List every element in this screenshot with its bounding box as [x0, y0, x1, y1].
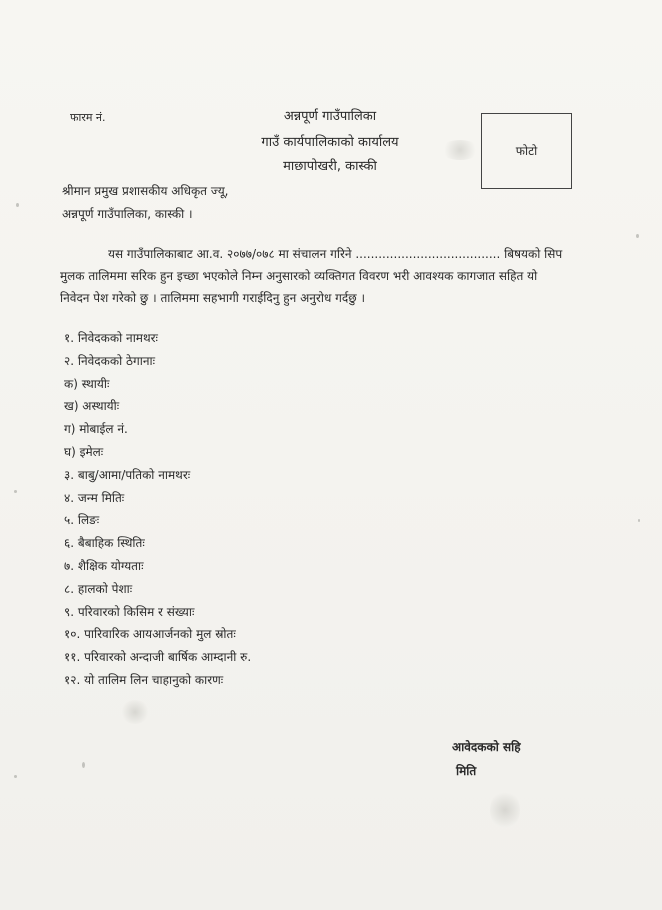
scan-smudge	[120, 700, 150, 724]
photo-box	[481, 113, 572, 189]
form-number-label: फारम नं.	[70, 111, 106, 124]
scan-speck	[16, 203, 19, 207]
field-education: ७. शैक्षिक योग्यताः	[64, 558, 144, 573]
application-paragraph	[60, 243, 600, 309]
applicant-signature-label: आवेदकको सहि	[452, 740, 521, 754]
field-annual-income: ११. परिवारको अन्दाजी बार्षिक आम्दानी रु.	[64, 650, 252, 665]
field-gender: ५. लिङः	[64, 513, 100, 528]
field-applicant-name: १. निवेदकको नामथरः	[64, 331, 158, 345]
field-date-of-birth: ४. जन्म मितिः	[64, 490, 125, 505]
paragraph-line-1: यस गाउँपालिकाबाट आ.व. २०७७/०७८ मा संचालन गरिने ...................................... बिषयको सिप	[108, 247, 563, 261]
scan-speck	[14, 775, 17, 778]
field-email: घ) इमेलः	[64, 444, 104, 459]
scan-speck	[636, 234, 639, 238]
scan-speck	[638, 519, 640, 522]
field-family-income-source: १०. पारिवारिक आयआर्जनको मुल स्रोतः	[64, 627, 236, 642]
scan-smudge	[440, 140, 480, 160]
field-temporary-address: ख) अस्थायीः	[64, 399, 120, 414]
applicant-field-list	[64, 327, 251, 692]
field-parent-spouse-name: ३. बाबु/आमा/पतिको नामथरः	[64, 467, 191, 482]
paragraph-line-3: निवेदन पेश गरेको छु । तालिममा सहभागी गराईदिनु हुन अनुरोध गर्दछु ।	[60, 291, 366, 305]
scan-speck	[82, 762, 85, 768]
field-training-reason: १२. यो तालिम लिन चाहानुको कारणः	[64, 672, 224, 687]
field-family-type-size: ९. परिवारको किसिम र संख्याः	[64, 604, 195, 619]
header-location: माछापोखरी, कास्की	[283, 159, 377, 174]
field-marital-status: ६. बैबाहिक स्थितिः	[64, 536, 145, 551]
header-municipality: अन्नपूर्ण गाउँपालिका	[283, 109, 377, 124]
field-current-occupation: ८. हालको पेशाः	[64, 581, 133, 596]
scan-smudge	[490, 790, 520, 830]
field-permanent-address: क) स्थायीः	[64, 376, 110, 391]
paragraph-line-2: मुलक तालिममा सरिक हुन इच्छा भएकोले निम्न अनुसारको व्यक्तिगत विवरण भरी आवश्यक कागजात सहित यो	[60, 269, 538, 283]
addressee-line-1: श्रीमान प्रमुख प्रशासकीय अधिकृत ज्यू,	[62, 184, 229, 198]
photo-label: फोटो	[515, 144, 538, 158]
header-office: गाउँ कार्यपालिकाको कार्यालय	[261, 135, 399, 150]
addressee-line-2: अन्नपूर्ण गाउँपालिका, कास्की ।	[62, 207, 193, 221]
field-applicant-address: २. निवेदकको ठेगानाः	[64, 353, 156, 368]
field-mobile-number: ग) मोबाईल नं.	[64, 422, 128, 437]
scan-speck	[14, 490, 17, 493]
signature-date-label: मिति	[456, 764, 477, 778]
